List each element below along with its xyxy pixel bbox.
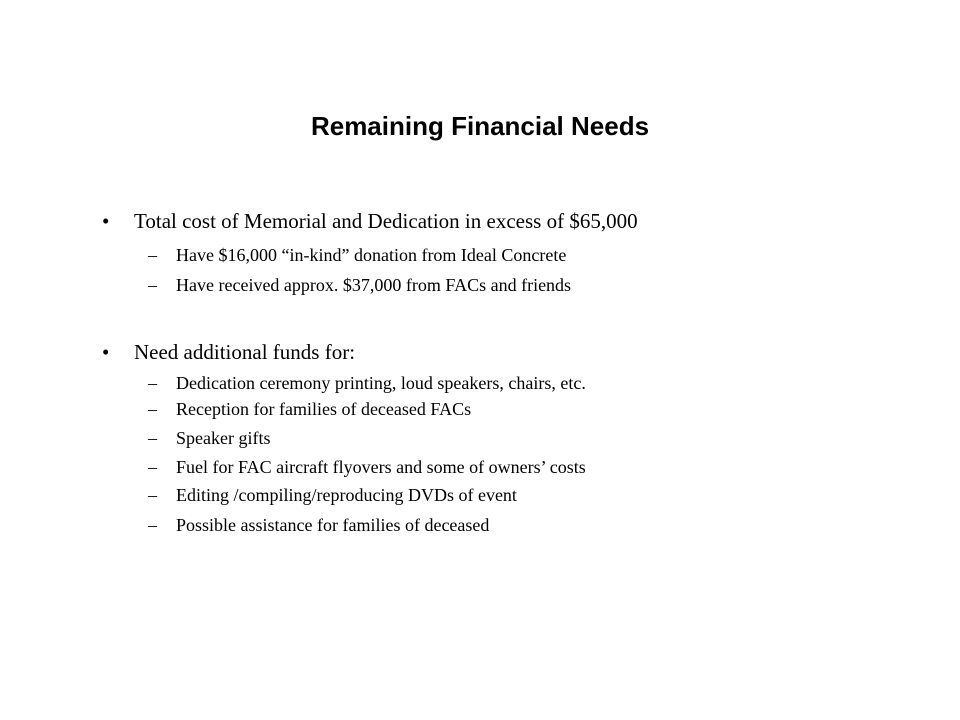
subitem-text: Have received approx. $37,000 from FACs and friends: [176, 275, 572, 295]
bullet-marker: •: [102, 340, 110, 364]
subitem-marker: –: [148, 275, 157, 295]
bullet-text: Need additional funds for:: [134, 340, 356, 364]
subitem-dvd-editing: [0, 481, 960, 509]
subitem-marker: –: [148, 485, 157, 505]
subitem-in-kind-donation: [0, 241, 960, 269]
subitem-dedication-ceremony: [0, 369, 960, 397]
subitem-marker: –: [148, 373, 157, 393]
bullet-text: Total cost of Memorial and Dedication in excess of $65,000: [134, 209, 638, 233]
subitem-text: Have $16,000 “in-kind” donation from Ideal Concrete: [176, 245, 567, 265]
bullet-additional-funds: [0, 336, 960, 368]
subitem-text: Dedication ceremony printing, loud speakers, chairs, etc.: [176, 373, 586, 393]
subitem-text: Possible assistance for families of deceased: [176, 515, 490, 535]
slide-title: Remaining Financial Needs: [310, 111, 650, 141]
subitem-marker: –: [148, 428, 157, 448]
subitem-marker: –: [148, 457, 157, 477]
subitem-text: Fuel for FAC aircraft flyovers and some of owners’ costs: [176, 457, 586, 477]
subitem-speaker-gifts: [0, 424, 960, 452]
subitem-family-assistance: [0, 511, 960, 539]
subitem-text: Editing /compiling/reproducing DVDs of event: [176, 485, 517, 505]
subitem-received-funds: [0, 271, 960, 299]
bullet-marker: •: [102, 209, 110, 233]
subitem-text: Speaker gifts: [176, 428, 271, 448]
subitem-marker: –: [148, 515, 157, 535]
subitem-text: Reception for families of deceased FACs: [176, 399, 472, 419]
subitem-marker: –: [148, 399, 157, 419]
bullet-total-cost: [0, 205, 960, 237]
subitem-reception: [0, 395, 960, 423]
subitem-aircraft-fuel: [0, 453, 960, 481]
subitem-marker: –: [148, 245, 157, 265]
